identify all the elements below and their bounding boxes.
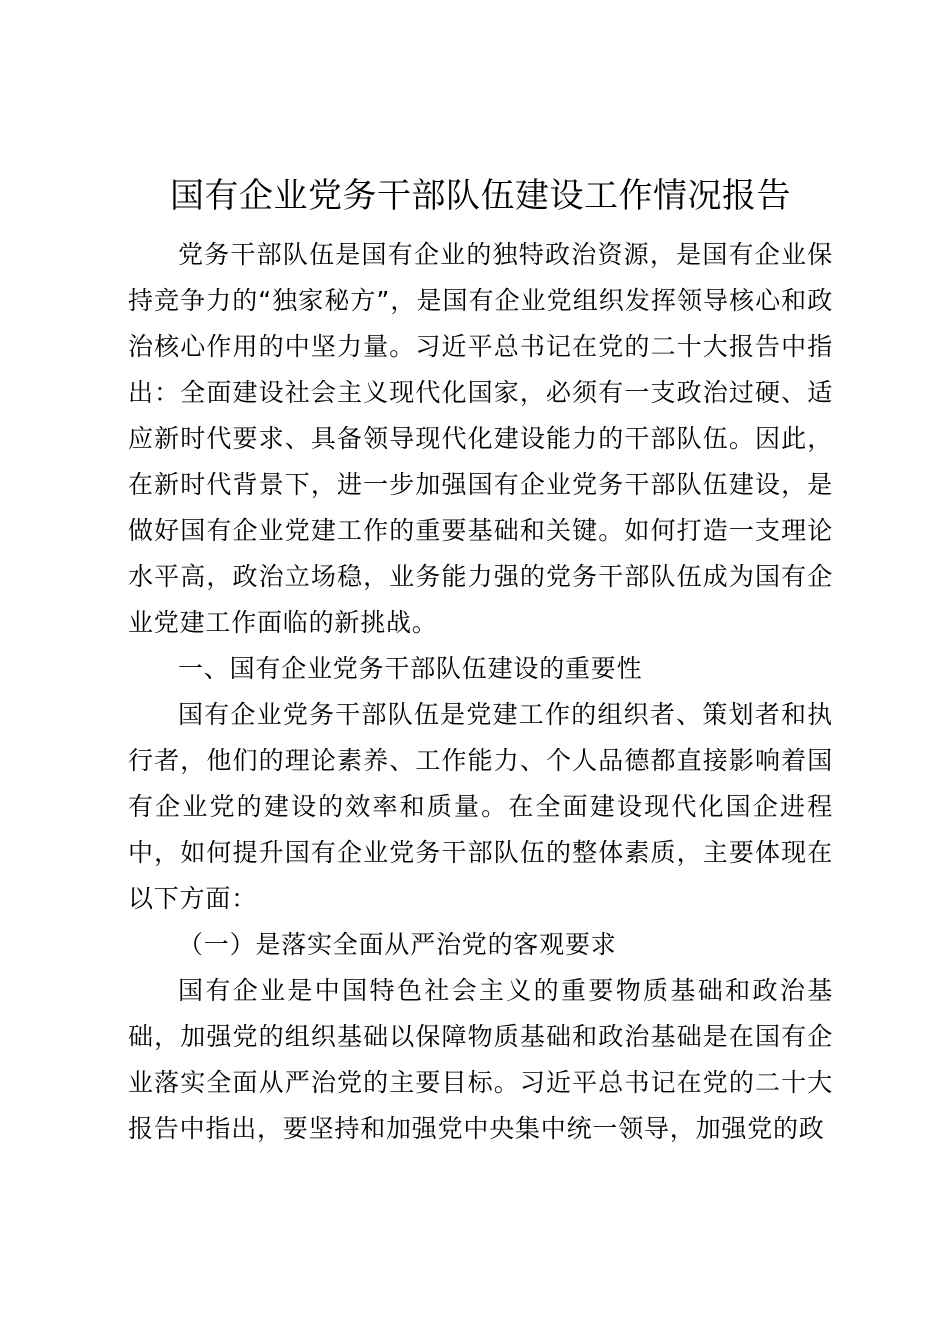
section-paragraph: 国有企业党务干部队伍是党建工作的组织者、策划者和执行者，他们的理论素养、工作能力、个人品德都直接影响着国有企业党的建设的效率和质量。在全面建设现代化国企进程中，如何提升国有企业党务干部队伍的整体素质，主要体现在以下方面： xyxy=(128,700,833,913)
section-heading: 一、国有企业党务干部队伍建设的重要性 xyxy=(178,654,643,683)
subsection-heading: （一）是落实全面从严治党的客观要求 xyxy=(178,930,617,959)
subsection-paragraph: 国有企业是中国特色社会主义的重要物质基础和政治基础，加强党的组织基础以保障物质基础和政治基础是在国有企业落实全面从严治党的主要目标。习近平总书记在党的二十大报告中指出，要坚持和加强党中央集中统一领导，加强党的政 xyxy=(128,976,833,1143)
document-page xyxy=(128,172,833,1152)
intro-paragraph: 党务干部队伍是国有企业的独特政治资源，是国有企业保持竞争力的“独家秘方”，是国有企业党组织发挥领导核心和政治核心作用的中坚力量。习近平总书记在党的二十大报告中指出：全面建设社会主义现代化国家，必须有一支政治过硬、适应新时代要求、具备领导现代化建设能力的干部队伍。因此，在新时代背景下，进一步加强国有企业党务干部队伍建设，是做好国有企业党建工作的重要基础和关键。如何打造一支理论水平高，政治立场稳，业务能力强的党务干部队伍成为国有企业党建工作面临的新挑战。 xyxy=(128,240,833,637)
document-title: 国有企业党务干部队伍建设工作情况报告 xyxy=(170,176,791,216)
